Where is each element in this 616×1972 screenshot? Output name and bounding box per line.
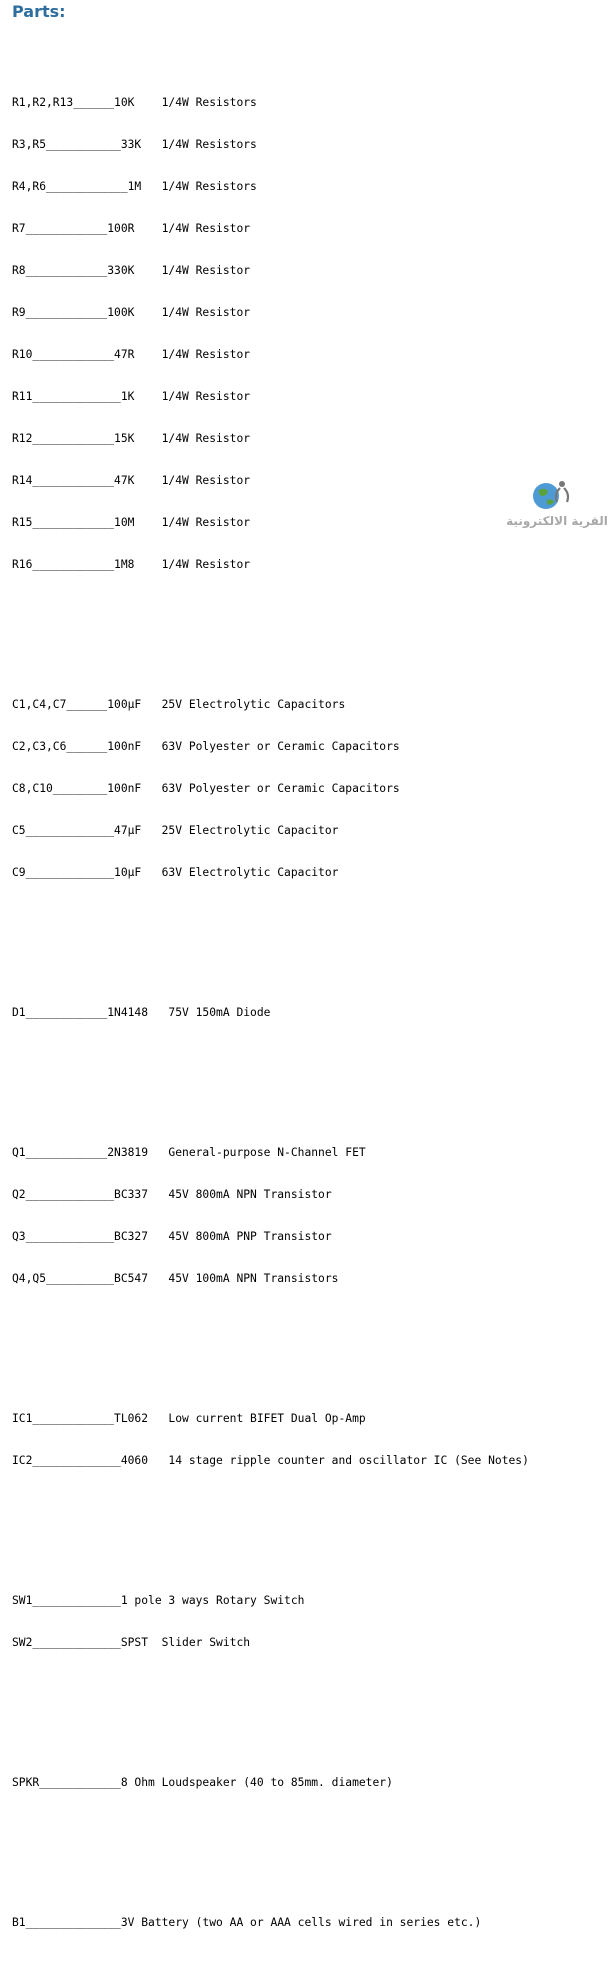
parts-heading: Parts:	[12, 2, 66, 21]
part-line: IC1____________TL062 Low current BIFET Dual Op-Amp	[12, 1412, 366, 1425]
part-line: SW1_____________1 pole 3 ways Rotary Switch	[12, 1594, 305, 1607]
part-line: R1,R2,R13______10K 1/4W Resistors	[12, 96, 257, 109]
battery-group	[12, 1888, 529, 1958]
part-line: R10____________47R 1/4W Resistor	[12, 348, 251, 361]
capacitor-group	[12, 670, 529, 908]
part-line: C2,C3,C6______100nF 63V Polyester or Ceramic Capacitors	[12, 740, 400, 753]
switch-group	[12, 1566, 529, 1678]
part-line: R16____________1M8 1/4W Resistor	[12, 558, 251, 571]
part-line: Q2_____________BC337 45V 800mA NPN Transistor	[12, 1188, 332, 1201]
part-line: R11_____________1K 1/4W Resistor	[12, 390, 251, 403]
transistor-group	[12, 1118, 529, 1314]
part-line: Q4,Q5__________BC547 45V 100mA NPN Transistors	[12, 1272, 339, 1285]
part-line: R7____________100R 1/4W Resistor	[12, 222, 251, 235]
watermark	[505, 476, 609, 536]
parts-list	[12, 40, 529, 1972]
part-line: R14____________47K 1/4W Resistor	[12, 474, 251, 487]
part-line: C8,C10________100nF 63V Polyester or Ceramic Capacitors	[12, 782, 400, 795]
part-line: R3,R5___________33K 1/4W Resistors	[12, 138, 257, 151]
part-line: R4,R6____________1M 1/4W Resistors	[12, 180, 257, 193]
part-line: IC2_____________4060 14 stage ripple counter and oscillator IC (See Notes)	[12, 1454, 529, 1467]
watermark-text: القرية الالكترونية	[506, 514, 608, 528]
ic-group	[12, 1384, 529, 1496]
resistor-group	[12, 68, 529, 600]
speaker-group	[12, 1748, 529, 1818]
part-line: R9____________100K 1/4W Resistor	[12, 306, 251, 319]
part-line: C1,C4,C7______100µF 25V Electrolytic Capacitors	[12, 698, 346, 711]
globe-logo-icon	[531, 478, 571, 514]
part-line: R15____________10M 1/4W Resistor	[12, 516, 251, 529]
part-line: R12____________15K 1/4W Resistor	[12, 432, 251, 445]
part-line: Q1____________2N3819 General-purpose N-Channel FET	[12, 1146, 366, 1159]
part-line: B1______________3V Battery (two AA or AAA cells wired in series etc.)	[12, 1916, 482, 1929]
part-line: C9_____________10µF 63V Electrolytic Capacitor	[12, 866, 339, 879]
diode-group	[12, 978, 529, 1048]
part-line: R8____________330K 1/4W Resistor	[12, 264, 251, 277]
part-line: Q3_____________BC327 45V 800mA PNP Transistor	[12, 1230, 332, 1243]
part-line: D1____________1N4148 75V 150mA Diode	[12, 1006, 271, 1019]
part-line: SW2_____________SPST Slider Switch	[12, 1636, 251, 1649]
part-line: C5_____________47µF 25V Electrolytic Capacitor	[12, 824, 339, 837]
part-line: SPKR____________8 Ohm Loudspeaker (40 to 85mm. diameter)	[12, 1776, 393, 1789]
